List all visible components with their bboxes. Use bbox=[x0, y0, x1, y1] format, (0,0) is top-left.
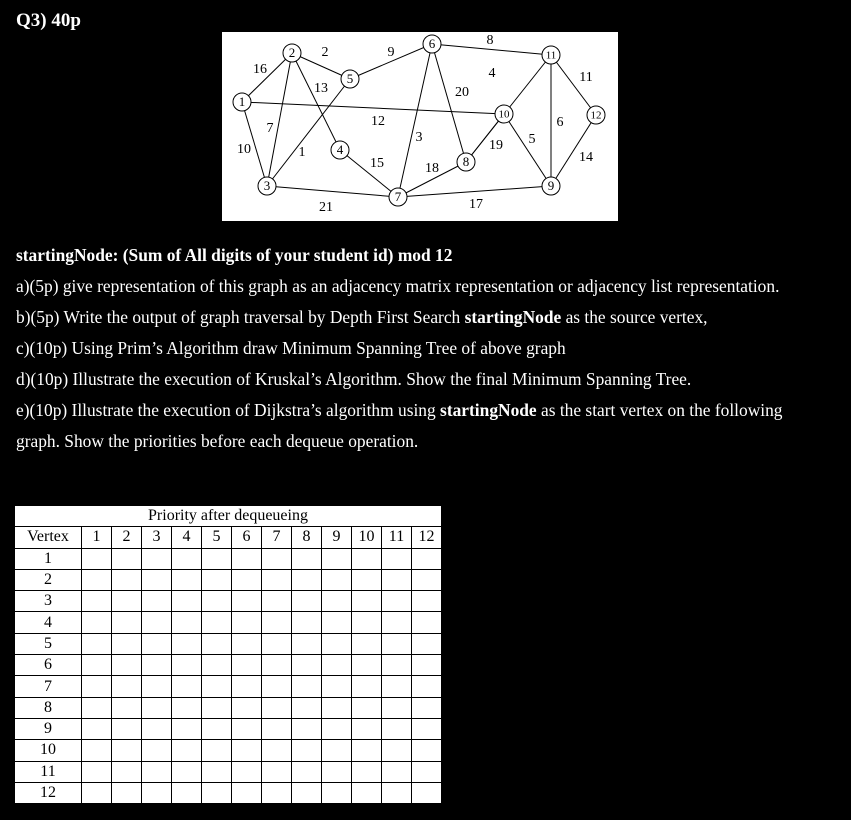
priority-cell[interactable] bbox=[262, 697, 292, 718]
question-c: c)(10p) Using Prim’s Algorithm draw Minimum Spanning Tree of above graph bbox=[16, 338, 566, 358]
priority-cell[interactable] bbox=[172, 697, 202, 718]
priority-cell[interactable] bbox=[322, 782, 352, 803]
priority-cell[interactable] bbox=[232, 655, 262, 676]
priority-cell[interactable] bbox=[292, 697, 322, 718]
priority-cell[interactable] bbox=[172, 612, 202, 633]
edge-weight-6-8: 20 bbox=[455, 85, 469, 101]
priority-cell[interactable] bbox=[202, 591, 232, 612]
priority-cell[interactable] bbox=[142, 718, 172, 739]
priority-cell[interactable] bbox=[142, 591, 172, 612]
priority-cell[interactable] bbox=[202, 782, 232, 803]
priority-cell[interactable] bbox=[382, 761, 412, 782]
priority-cell[interactable] bbox=[82, 612, 112, 633]
edge-weight-11-12: 11 bbox=[579, 70, 593, 86]
table-row bbox=[15, 548, 442, 569]
priority-cell[interactable] bbox=[352, 782, 382, 803]
priority-cell[interactable] bbox=[232, 782, 262, 803]
priority-cell[interactable] bbox=[412, 548, 442, 569]
column-header: 3 bbox=[142, 527, 172, 548]
table-row bbox=[15, 761, 442, 782]
column-header: 6 bbox=[232, 527, 262, 548]
priority-cell[interactable] bbox=[82, 740, 112, 761]
priority-cell[interactable] bbox=[202, 740, 232, 761]
priority-cell[interactable] bbox=[172, 633, 202, 654]
priority-cell[interactable] bbox=[292, 612, 322, 633]
priority-cell[interactable] bbox=[142, 676, 172, 697]
priority-cell[interactable] bbox=[352, 548, 382, 569]
priority-cell[interactable] bbox=[202, 718, 232, 739]
priority-cell[interactable] bbox=[382, 655, 412, 676]
priority-cell[interactable] bbox=[142, 740, 172, 761]
priority-cell[interactable] bbox=[172, 655, 202, 676]
edge-weight-7-8: 18 bbox=[425, 161, 439, 177]
priority-cell[interactable] bbox=[112, 761, 142, 782]
priority-cell[interactable] bbox=[412, 782, 442, 803]
priority-cell[interactable] bbox=[412, 697, 442, 718]
edge-weight-11-9: 6 bbox=[556, 115, 564, 131]
graph-node-label-7: 7 bbox=[394, 188, 402, 204]
question-e-bold: startingNode bbox=[440, 400, 537, 420]
priority-cell[interactable] bbox=[172, 676, 202, 697]
edge-weight-10-9: 5 bbox=[528, 132, 536, 148]
priority-cell[interactable] bbox=[202, 697, 232, 718]
priority-cell[interactable] bbox=[202, 548, 232, 569]
graph-node-label-5: 5 bbox=[346, 70, 354, 86]
priority-cell[interactable] bbox=[82, 761, 112, 782]
priority-cell[interactable] bbox=[412, 740, 442, 761]
priority-cell[interactable] bbox=[202, 655, 232, 676]
priority-cell[interactable] bbox=[322, 740, 352, 761]
edge-weight-1-2: 16 bbox=[253, 62, 267, 78]
priority-cell[interactable] bbox=[382, 718, 412, 739]
edge-weight-1-3: 10 bbox=[237, 142, 251, 158]
priority-cell[interactable] bbox=[292, 740, 322, 761]
table-row bbox=[15, 612, 442, 633]
priority-cell[interactable] bbox=[292, 761, 322, 782]
graph-node-label-9: 9 bbox=[547, 177, 555, 193]
question-e-continued: graph. Show the priorities before each dequeue operation. bbox=[16, 431, 419, 451]
graph-edge-3-5 bbox=[267, 79, 350, 186]
priority-cell[interactable] bbox=[202, 569, 232, 590]
starting-node-line bbox=[16, 245, 452, 266]
graph-node-label-11: 11 bbox=[545, 49, 557, 62]
priority-cell[interactable] bbox=[352, 697, 382, 718]
priority-cell[interactable] bbox=[322, 676, 352, 697]
priority-cell[interactable] bbox=[382, 591, 412, 612]
priority-cell[interactable] bbox=[292, 591, 322, 612]
priority-cell[interactable] bbox=[382, 676, 412, 697]
priority-cell[interactable] bbox=[352, 655, 382, 676]
edge-weight-7-9: 17 bbox=[469, 197, 483, 213]
table-row bbox=[15, 569, 442, 590]
graph-svg bbox=[222, 32, 618, 221]
column-header: 2 bbox=[112, 527, 142, 548]
question-b-pre: b)(5p) Write the output of graph traversal by Depth First Search bbox=[16, 307, 465, 327]
priority-cell[interactable] bbox=[142, 782, 172, 803]
edge-weight-6-11: 8 bbox=[486, 33, 494, 49]
question-e-pre: e)(10p) Illustrate the execution of Dijkstra’s algorithm using bbox=[16, 400, 441, 420]
priority-cell[interactable] bbox=[352, 718, 382, 739]
graph-node-label-12: 12 bbox=[590, 109, 602, 122]
priority-cell[interactable] bbox=[172, 718, 202, 739]
priority-cell[interactable] bbox=[232, 718, 262, 739]
edge-weight-3-7: 21 bbox=[319, 200, 333, 216]
column-header: 8 bbox=[292, 527, 322, 548]
priority-cell[interactable] bbox=[352, 591, 382, 612]
priority-cell[interactable] bbox=[82, 569, 112, 590]
priority-cell[interactable] bbox=[112, 612, 142, 633]
edge-weight-3-5: 1 bbox=[298, 145, 306, 161]
graph-node-label-2: 2 bbox=[288, 44, 296, 60]
priority-cell[interactable] bbox=[262, 591, 292, 612]
priority-cell[interactable] bbox=[232, 676, 262, 697]
priority-cell[interactable] bbox=[382, 612, 412, 633]
table-row bbox=[15, 740, 442, 761]
vertex-cell: 2 bbox=[15, 569, 82, 590]
column-header: 7 bbox=[262, 527, 292, 548]
priority-cell[interactable] bbox=[382, 782, 412, 803]
table-row bbox=[15, 633, 442, 654]
priority-cell[interactable] bbox=[322, 633, 352, 654]
column-header: 4 bbox=[172, 527, 202, 548]
priority-cell[interactable] bbox=[412, 676, 442, 697]
graph-edge-4-7 bbox=[340, 150, 398, 197]
priority-cell[interactable] bbox=[292, 782, 322, 803]
priority-cell[interactable] bbox=[322, 591, 352, 612]
vertex-cell: 10 bbox=[15, 740, 82, 761]
priority-cell[interactable] bbox=[202, 761, 232, 782]
question-d: d)(10p) Illustrate the execution of Kruskal’s Algorithm. Show the final Minimum Spanning Tree. bbox=[16, 369, 692, 389]
priority-cell[interactable] bbox=[412, 655, 442, 676]
priority-cell[interactable] bbox=[202, 612, 232, 633]
edge-weight-5-6: 9 bbox=[387, 45, 395, 61]
priority-cell[interactable] bbox=[322, 612, 352, 633]
priority-cell[interactable] bbox=[352, 612, 382, 633]
table-row bbox=[15, 697, 442, 718]
question-title: Q3) 40p bbox=[16, 10, 81, 31]
priority-cell[interactable] bbox=[412, 569, 442, 590]
column-header: 10 bbox=[352, 527, 382, 548]
graph-edge-6-8 bbox=[432, 44, 466, 162]
vertex-header: Vertex bbox=[15, 527, 82, 548]
priority-cell[interactable] bbox=[142, 633, 172, 654]
priority-cell[interactable] bbox=[232, 612, 262, 633]
priority-cell[interactable] bbox=[262, 676, 292, 697]
priority-cell[interactable] bbox=[112, 633, 142, 654]
edge-weight-6-7: 3 bbox=[415, 130, 423, 146]
question-e-post: as the start vertex on the following bbox=[536, 400, 783, 420]
priority-cell[interactable] bbox=[412, 591, 442, 612]
edge-weight-2-3: 7 bbox=[266, 121, 274, 137]
question-a: a)(5p) give representation of this graph as an adjacency matrix representation or adjacency list representation. bbox=[16, 276, 780, 296]
column-header: 1 bbox=[82, 527, 112, 548]
priority-cell[interactable] bbox=[292, 655, 322, 676]
table-row bbox=[15, 782, 442, 803]
priority-cell[interactable] bbox=[322, 655, 352, 676]
graph-edge-10-9 bbox=[504, 114, 551, 186]
vertex-cell: 5 bbox=[15, 633, 82, 654]
vertex-cell: 8 bbox=[15, 697, 82, 718]
column-header: 12 bbox=[412, 527, 442, 548]
priority-cell[interactable] bbox=[172, 548, 202, 569]
edge-weight-8-10: 19 bbox=[489, 138, 503, 154]
priority-cell[interactable] bbox=[232, 697, 262, 718]
priority-cell[interactable] bbox=[142, 548, 172, 569]
priority-cell[interactable] bbox=[82, 655, 112, 676]
priority-cell[interactable] bbox=[262, 718, 292, 739]
graph-node-label-1: 1 bbox=[238, 93, 246, 109]
priority-cell[interactable] bbox=[382, 569, 412, 590]
priority-cell[interactable] bbox=[382, 740, 412, 761]
priority-cell[interactable] bbox=[322, 761, 352, 782]
priority-cell[interactable] bbox=[112, 740, 142, 761]
priority-cell[interactable] bbox=[82, 718, 112, 739]
priority-cell[interactable] bbox=[82, 548, 112, 569]
vertex-cell: 7 bbox=[15, 676, 82, 697]
priority-table bbox=[14, 505, 442, 804]
priority-cell[interactable] bbox=[232, 548, 262, 569]
priority-cell[interactable] bbox=[292, 548, 322, 569]
priority-cell[interactable] bbox=[172, 782, 202, 803]
priority-cell[interactable] bbox=[82, 676, 112, 697]
priority-cell[interactable] bbox=[412, 718, 442, 739]
graph-node-label-10: 10 bbox=[498, 108, 510, 121]
priority-cell[interactable] bbox=[232, 591, 262, 612]
priority-cell[interactable] bbox=[172, 591, 202, 612]
priority-cell[interactable] bbox=[262, 633, 292, 654]
priority-cell[interactable] bbox=[352, 761, 382, 782]
priority-cell[interactable] bbox=[412, 612, 442, 633]
priority-cell[interactable] bbox=[112, 548, 142, 569]
edge-weight-12-9: 14 bbox=[579, 150, 593, 166]
table-row bbox=[15, 655, 442, 676]
graph-edge-7-9 bbox=[398, 186, 551, 197]
edge-weight-4-7: 15 bbox=[370, 156, 384, 172]
priority-cell[interactable] bbox=[112, 782, 142, 803]
vertex-cell: 12 bbox=[15, 782, 82, 803]
priority-cell[interactable] bbox=[352, 569, 382, 590]
priority-cell[interactable] bbox=[232, 633, 262, 654]
priority-cell[interactable] bbox=[112, 655, 142, 676]
priority-cell[interactable] bbox=[262, 655, 292, 676]
graph-node-label-4: 4 bbox=[336, 141, 344, 157]
graph-node-label-6: 6 bbox=[428, 35, 436, 51]
question-b-bold: startingNode bbox=[464, 307, 562, 327]
question-b-post: as the source vertex, bbox=[561, 307, 708, 327]
column-header: 11 bbox=[382, 527, 412, 548]
column-header: 5 bbox=[202, 527, 232, 548]
priority-cell[interactable] bbox=[142, 655, 172, 676]
graph-edge-2-3 bbox=[267, 53, 292, 186]
priority-cell[interactable] bbox=[322, 548, 352, 569]
starting-node-rest: : (Sum of All digits of your student id) mod 12 bbox=[112, 245, 453, 265]
priority-cell[interactable] bbox=[262, 548, 292, 569]
priority-cell[interactable] bbox=[232, 569, 262, 590]
priority-cell[interactable] bbox=[352, 740, 382, 761]
priority-cell[interactable] bbox=[292, 569, 322, 590]
edge-weight-1-10: 12 bbox=[371, 114, 385, 130]
priority-cell[interactable] bbox=[382, 548, 412, 569]
priority-cell[interactable] bbox=[262, 740, 292, 761]
priority-cell[interactable] bbox=[262, 569, 292, 590]
priority-cell[interactable] bbox=[142, 569, 172, 590]
table-row bbox=[15, 718, 442, 739]
vertex-cell: 3 bbox=[15, 591, 82, 612]
table-caption-row bbox=[15, 506, 442, 527]
priority-cell[interactable] bbox=[172, 740, 202, 761]
edge-weight-2-4: 13 bbox=[314, 81, 328, 97]
priority-cell[interactable] bbox=[172, 569, 202, 590]
priority-cell[interactable] bbox=[262, 761, 292, 782]
vertex-cell: 11 bbox=[15, 761, 82, 782]
priority-cell[interactable] bbox=[292, 718, 322, 739]
graph-figure bbox=[222, 32, 618, 221]
column-header: 9 bbox=[322, 527, 352, 548]
priority-cell[interactable] bbox=[142, 612, 172, 633]
priority-cell[interactable] bbox=[112, 676, 142, 697]
priority-cell[interactable] bbox=[382, 697, 412, 718]
table-row bbox=[15, 676, 442, 697]
priority-cell[interactable] bbox=[172, 761, 202, 782]
question-e bbox=[16, 400, 782, 421]
priority-cell[interactable] bbox=[82, 633, 112, 654]
priority-cell[interactable] bbox=[82, 782, 112, 803]
priority-cell[interactable] bbox=[292, 633, 322, 654]
priority-cell[interactable] bbox=[322, 569, 352, 590]
priority-cell[interactable] bbox=[322, 718, 352, 739]
graph-edge-3-7 bbox=[267, 186, 398, 197]
priority-cell[interactable] bbox=[322, 697, 352, 718]
priority-cell[interactable] bbox=[112, 591, 142, 612]
table-header-row bbox=[15, 527, 442, 548]
vertex-cell: 9 bbox=[15, 718, 82, 739]
vertex-cell: 4 bbox=[15, 612, 82, 633]
question-b bbox=[16, 307, 708, 328]
priority-cell[interactable] bbox=[412, 633, 442, 654]
vertex-cell: 1 bbox=[15, 548, 82, 569]
priority-cell[interactable] bbox=[232, 740, 262, 761]
priority-cell[interactable] bbox=[292, 676, 322, 697]
priority-cell[interactable] bbox=[112, 718, 142, 739]
priority-cell[interactable] bbox=[112, 569, 142, 590]
table-caption: Priority after dequeueing bbox=[15, 506, 442, 527]
graph-node-label-8: 8 bbox=[462, 153, 470, 169]
priority-cell[interactable] bbox=[82, 697, 112, 718]
priority-cell[interactable] bbox=[352, 633, 382, 654]
priority-cell[interactable] bbox=[82, 591, 112, 612]
priority-cell[interactable] bbox=[142, 761, 172, 782]
edge-weight-8-11: 4 bbox=[488, 66, 496, 82]
priority-cell[interactable] bbox=[202, 633, 232, 654]
graph-node-label-3: 3 bbox=[263, 177, 271, 193]
edge-weight-2-5: 2 bbox=[321, 45, 329, 61]
priority-cell[interactable] bbox=[142, 697, 172, 718]
vertex-cell: 6 bbox=[15, 655, 82, 676]
priority-cell[interactable] bbox=[352, 676, 382, 697]
priority-cell[interactable] bbox=[262, 612, 292, 633]
priority-cell[interactable] bbox=[232, 761, 262, 782]
priority-cell[interactable] bbox=[382, 633, 412, 654]
table-row bbox=[15, 591, 442, 612]
priority-cell[interactable] bbox=[262, 782, 292, 803]
priority-cell[interactable] bbox=[112, 697, 142, 718]
starting-node-label: startingNode bbox=[16, 245, 113, 265]
priority-cell[interactable] bbox=[412, 761, 442, 782]
priority-cell[interactable] bbox=[202, 676, 232, 697]
